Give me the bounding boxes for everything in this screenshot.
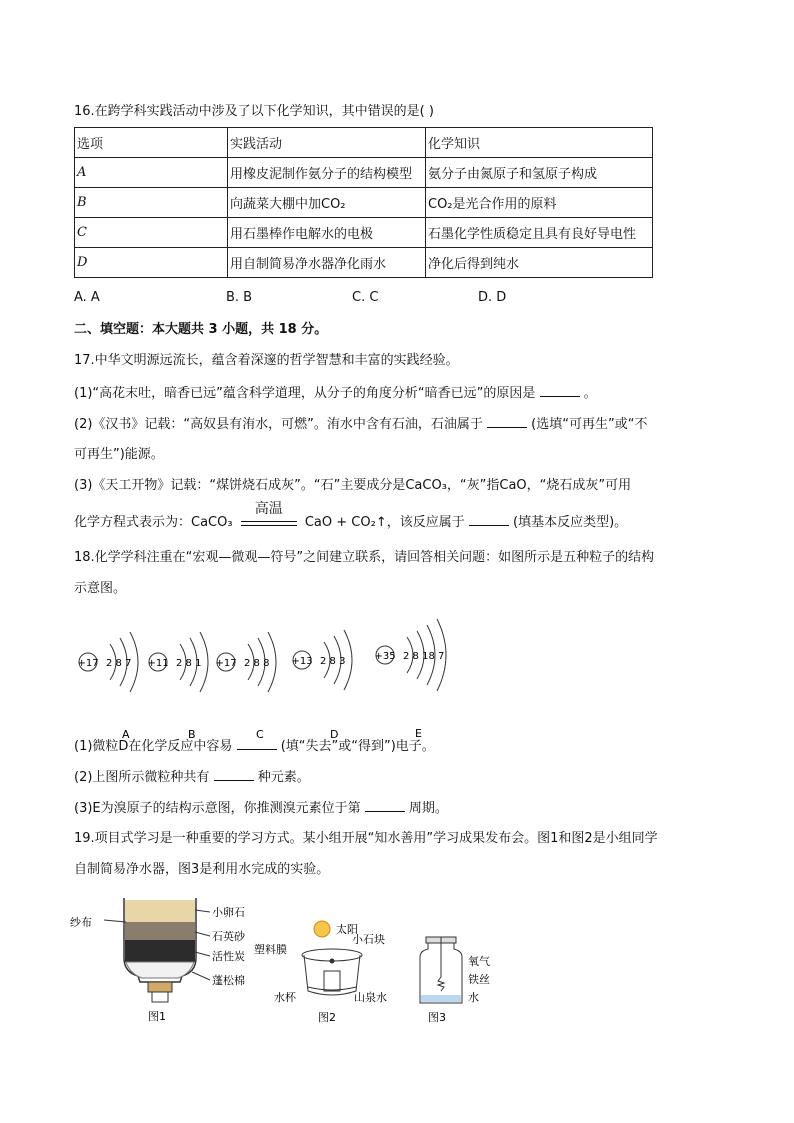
- activated-carbon-layer: [125, 940, 195, 962]
- water-cup: [324, 971, 340, 991]
- option-b[interactable]: B. B: [226, 290, 253, 305]
- bottle-cap: [148, 982, 172, 992]
- table-row: [75, 158, 653, 188]
- fig3-label-oxygen: 氧气: [468, 955, 490, 968]
- equation-reactant: 化学方程式表示为：CaCO₃: [74, 515, 233, 530]
- filter-bottle: [124, 898, 196, 1002]
- table-cell: CO₂是光合作用的原料: [426, 188, 653, 218]
- atom-label: B: [188, 728, 196, 741]
- electron-shells: 2 8 3: [320, 656, 346, 667]
- option-d[interactable]: D. D: [478, 290, 507, 305]
- q17-part3: (3)《天工开物》记载：“煤饼烧石成灰”。“石”主要成分是CaCO₃，“灰”指CaO，“烧石成灰”可用: [74, 478, 632, 493]
- q18-part2: [74, 768, 310, 787]
- section-heading: 二、填空题：本大题共 3 小题，共 18 分。: [74, 322, 328, 337]
- q17-part1-end: 。: [583, 386, 597, 401]
- atom-label: E: [415, 727, 422, 740]
- label-line: [192, 972, 210, 980]
- q18-part3-text: (3)E为溴原子的结构示意图，你推测溴元素位于第: [74, 801, 361, 816]
- table-cell: 用橡皮泥制作氨分子的结构模型: [228, 158, 426, 188]
- fig3-label-iron-wire: 铁丝: [468, 973, 490, 986]
- table-row: [75, 248, 653, 278]
- answer-blank[interactable]: [237, 737, 277, 750]
- table-cell: C: [75, 218, 228, 248]
- fig1-label-activated-carbon: 活性炭: [212, 950, 245, 963]
- nucleus-charge: +35: [374, 651, 396, 662]
- table-cell: 向蔬菜大棚中加CO₂: [228, 188, 426, 218]
- label-line: [104, 920, 126, 922]
- fig2-label-spring-water: 山泉水: [354, 991, 387, 1004]
- fig1-label-gauze: 纱布: [70, 916, 92, 929]
- fig2-label-sun: 太阳: [336, 923, 358, 936]
- atom-label: C: [256, 728, 264, 741]
- equals-line-bottom: [241, 525, 297, 526]
- table-cell: 用石墨棒作电解水的电极: [228, 218, 426, 248]
- answer-blank[interactable]: [214, 768, 254, 781]
- answer-blank[interactable]: [487, 415, 527, 428]
- answer-blank[interactable]: [540, 384, 580, 397]
- fig2-label-small-stone: 小石块: [352, 933, 385, 946]
- table-cell: D: [75, 248, 228, 278]
- q18-stem-cont: 示意图。: [74, 581, 127, 596]
- label-line: [195, 932, 210, 936]
- q17-part3-equation: [74, 501, 628, 532]
- outlet: [152, 992, 168, 1002]
- fig1-label-cotton: 蓬松棉: [212, 974, 245, 987]
- nucleus-charge: +17: [77, 658, 99, 669]
- table-row: [75, 188, 653, 218]
- q17-stem: 17.中华文明源远流长，蕴含着深邃的哲学智慧和丰富的实践经验。: [74, 353, 459, 368]
- label-line: [195, 952, 210, 956]
- atom-label: D: [330, 728, 339, 741]
- table-cell: 净化后得到纯水: [426, 248, 653, 278]
- electron-shells: 2 8 7: [106, 658, 132, 669]
- small-stone: [330, 959, 335, 964]
- atom-a: [77, 632, 138, 741]
- q17-part2: [74, 415, 647, 434]
- answer-blank[interactable]: [365, 799, 405, 812]
- equals-line-top: [241, 521, 297, 522]
- option-c[interactable]: C. C: [352, 290, 379, 305]
- q16-table: [74, 127, 653, 278]
- table-row: [75, 218, 653, 248]
- electron-shells: 2 8 18 7: [403, 651, 445, 662]
- q17-part3-end: (填基本反应类型)。: [513, 515, 628, 530]
- atom-e: [374, 619, 446, 740]
- atom-b: [147, 632, 208, 741]
- atom-label: A: [122, 728, 130, 741]
- iron-wire: [438, 977, 444, 991]
- q17-part2-end: (选填“可再生”或“不: [531, 417, 648, 432]
- atom-structure-figure: [60, 615, 460, 741]
- atom-c: [215, 632, 276, 741]
- table-cell: 石墨化学性质稳定且具有良好导电性: [426, 218, 653, 248]
- nucleus-charge: +13: [291, 656, 313, 667]
- cotton-layer: [126, 962, 194, 978]
- atom-d: [291, 630, 352, 741]
- table-header: 实践活动: [228, 128, 426, 158]
- fig2-label-plastic-film: 塑料膜: [254, 943, 287, 956]
- q18-part1: [74, 737, 435, 756]
- table-header: 选项: [75, 128, 228, 158]
- pebble-layer: [125, 900, 195, 922]
- nucleus-charge: +11: [147, 658, 169, 669]
- table-header-row: [75, 128, 653, 158]
- q17-part1-text: (1)“高花末吐，暗香已远”蕴含科学道理，从分子的角度分析“暗香已远”的原因是: [74, 386, 536, 401]
- q18-part1-end: (填“失去”或“得到”)电子。: [280, 739, 435, 754]
- q18-part1-text: (1)微粒D在化学反应中容易: [74, 739, 233, 754]
- figure-2-solar-still: [252, 915, 412, 1025]
- label-line: [195, 910, 210, 912]
- table-cell: 氨分子由氮原子和氢原子构成: [426, 158, 653, 188]
- q18-part3-end: 周期。: [408, 801, 448, 816]
- fig1-label-quartz-sand: 石英砂: [212, 930, 245, 943]
- table-cell: A: [75, 158, 228, 188]
- table-cell: 用自制简易净水器净化雨水: [228, 248, 426, 278]
- fig2-label-water-cup: 水杯: [274, 991, 296, 1004]
- q19-stem: 19.项目式学习是一种重要的学习方式。某小组开展“知水善用”学习成果发布会。图1和图2是小组同学: [74, 831, 658, 846]
- figure-1-water-filter: [68, 890, 248, 1025]
- spring-water: [308, 987, 356, 990]
- option-a[interactable]: A. A: [74, 290, 100, 305]
- fig2-caption: 图2: [318, 1011, 336, 1024]
- condition-label: 高温: [254, 501, 283, 517]
- nucleus-charge: +17: [215, 658, 237, 669]
- reaction-condition: [241, 501, 297, 526]
- table-cell: B: [75, 188, 228, 218]
- water-layer: [421, 995, 461, 1002]
- answer-blank[interactable]: [469, 513, 509, 526]
- q18-part2-end: 种元素。: [257, 770, 310, 785]
- fig1-label-pebbles: 小卵石: [212, 906, 245, 919]
- q17-part1: [74, 384, 597, 403]
- q17-part2-cont: 可再生”)能源。: [74, 447, 164, 462]
- figure-3-iron-in-oxygen: [410, 935, 520, 1025]
- sun-icon: [314, 921, 330, 937]
- quartz-sand-layer: [125, 922, 195, 940]
- electron-shells: 2 8 8: [244, 658, 270, 669]
- q17-part2-text: (2)《汉书》记载：“高奴县有洧水，可燃”。洧水中含有石油，石油属于: [74, 417, 483, 432]
- fig3-caption: 图3: [428, 1011, 446, 1024]
- fig1-caption: 图1: [148, 1010, 166, 1023]
- q18-part2-text: (2)上图所示微粒种共有: [74, 770, 210, 785]
- q18-stem: 18.化学学科注重在“宏观—微观—符号”之间建立联系，请回答相关问题：如图所示是五种粒子的结构: [74, 550, 655, 565]
- fig3-label-water: 水: [468, 991, 479, 1004]
- q19-stem-cont: 自制简易净水器，图3是利用水完成的实验。: [74, 862, 330, 877]
- electron-shells: 2 8 1: [176, 658, 202, 669]
- q16-stem: 16.在跨学科实践活动中涉及了以下化学知识，其中错误的是( ): [74, 104, 434, 119]
- equation-products: CaO + CO₂↑，该反应属于: [304, 515, 465, 530]
- table-header: 化学知识: [426, 128, 653, 158]
- q18-part3: [74, 799, 448, 818]
